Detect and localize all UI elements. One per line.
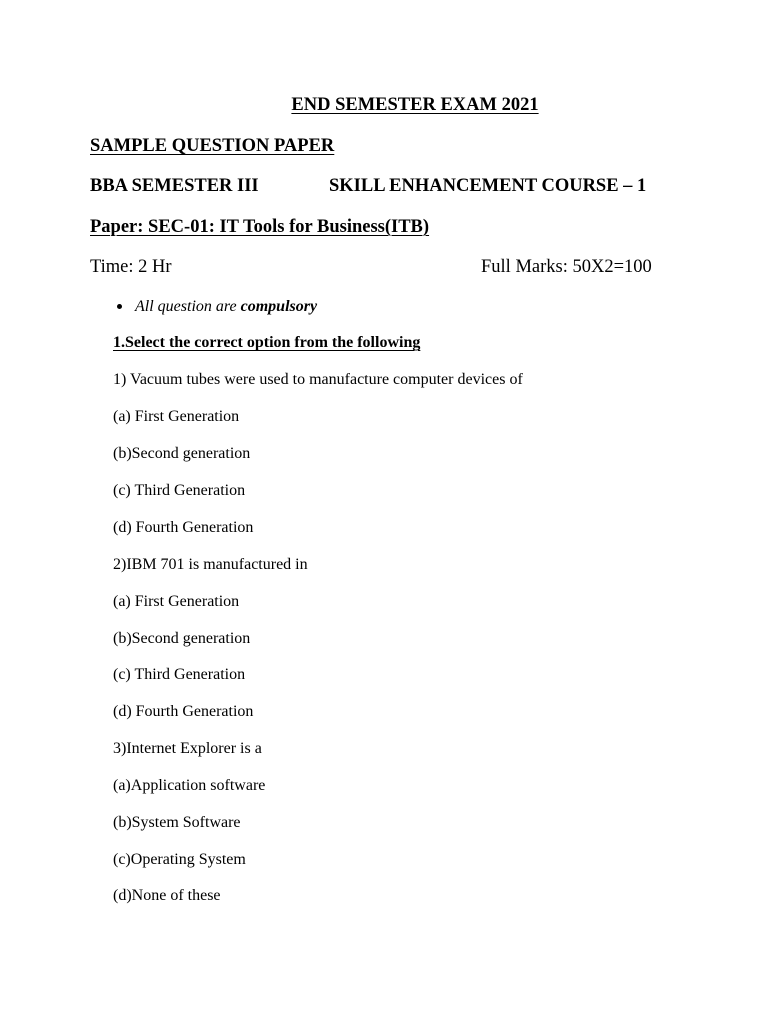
instruction-text: All question are [135,298,241,315]
answer-option: (a) First Generation [113,593,240,610]
question-text: 1) Vacuum tubes were used to manufacture computer devices of [113,371,523,388]
exam-title: END SEMESTER EXAM 2021 [291,95,539,115]
answer-option: (b)Second generation [113,630,251,647]
answer-option: (c) Third Generation [113,482,246,499]
answer-option: (d) Fourth Generation [113,703,254,720]
section-heading: 1.Select the correct option from the following [113,334,421,351]
answer-option: (b)System Software [113,814,241,831]
answer-option: (c)Operating System [113,851,246,868]
time-label: Time: 2 Hr [90,257,172,277]
bullet-icon [117,304,122,309]
paper-name: Paper: SEC-01: IT Tools for Business(ITB) [90,217,430,237]
instruction-line [135,299,317,315]
question-text: 3)Internet Explorer is a [113,740,262,757]
instruction-emphasis: compulsory [240,298,318,315]
program-label: BBA SEMESTER III [90,176,259,196]
answer-option: (b)Second generation [113,445,251,462]
answer-option: (d) Fourth Generation [113,519,254,536]
answer-option: (d)None of these [113,887,221,904]
answer-option: (c) Third Generation [113,666,246,683]
answer-option: (a) First Generation [113,408,240,425]
full-marks-label: Full Marks: 50X2=100 [481,257,652,277]
paper-subtitle: SAMPLE QUESTION PAPER [90,136,335,156]
question-text: 2)IBM 701 is manufactured in [113,556,308,573]
course-label: SKILL ENHANCEMENT COURSE – 1 [329,176,647,196]
answer-option: (a)Application software [113,777,266,794]
